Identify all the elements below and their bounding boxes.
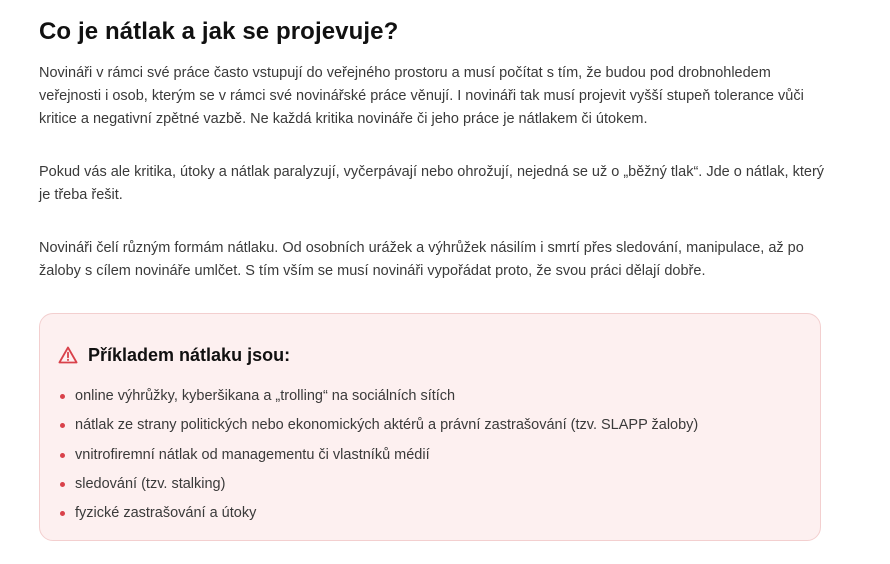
list-item (58, 382, 698, 411)
bullet-icon (60, 394, 65, 399)
list-item (58, 470, 698, 499)
bullet-icon (60, 482, 65, 487)
paragraph-pressure: Pokud vás ale kritika, útoky a nátlak paralyzují, vyčerpávají nebo ohrožují, nejedná se už o „běžný tlak“. Jde o nátlak, který je třeba řešit. (39, 164, 825, 203)
paragraph-forms: Novináři čelí různým formám nátlaku. Od osobních urážek a výhrůžek násilím i smrtí přes sledování, manipulace, až po žaloby s cílem novináře umlčet. S tím vším se musí novináři vypořádat proto, že svou práci dělají dobře. (39, 240, 804, 279)
list-item (58, 499, 698, 528)
list-item-text: online výhrůžky, kyberšikana a „trolling“ na sociálních sítích (75, 388, 456, 404)
list-item-text: sledování (tzv. stalking) (75, 475, 226, 492)
list-item-text: nátlak ze strany politických nebo ekonomických aktérů a právní zastrašování (tzv. SLAPP žaloby) (75, 417, 699, 434)
callout-header (58, 344, 290, 366)
page-title: Co je nátlak a jak se projevuje? (39, 18, 399, 45)
bullet-icon (60, 511, 65, 516)
list-item-text: fyzické zastrašování a útoky (75, 505, 257, 522)
bullet-icon (60, 423, 65, 428)
callout-title: Příkladem nátlaku jsou: (88, 345, 291, 365)
article-content (39, 16, 829, 283)
bullet-icon (60, 453, 65, 458)
warning-triangle-icon (58, 346, 78, 364)
examples-list (58, 382, 698, 528)
list-item (58, 441, 698, 470)
examples-callout (39, 313, 821, 541)
paragraph-intro: Novináři v rámci své práce často vstupují do veřejného prostoru a musí počítat s tím, že budou pod drobnohledem veřejnosti i osob, kterým se v rámci své novinářské práce věnují. I novináři tak musí projevit vyšší stupeň tolerance vůči kritice a negativní zpětné vazbě. Ne každá kritika novináře či jeho práce je nátlakem či útokem. (39, 65, 804, 127)
list-item-text: vnitrofiremní nátlak od managementu či vlastníků médií (75, 446, 430, 463)
list-item (58, 411, 698, 440)
